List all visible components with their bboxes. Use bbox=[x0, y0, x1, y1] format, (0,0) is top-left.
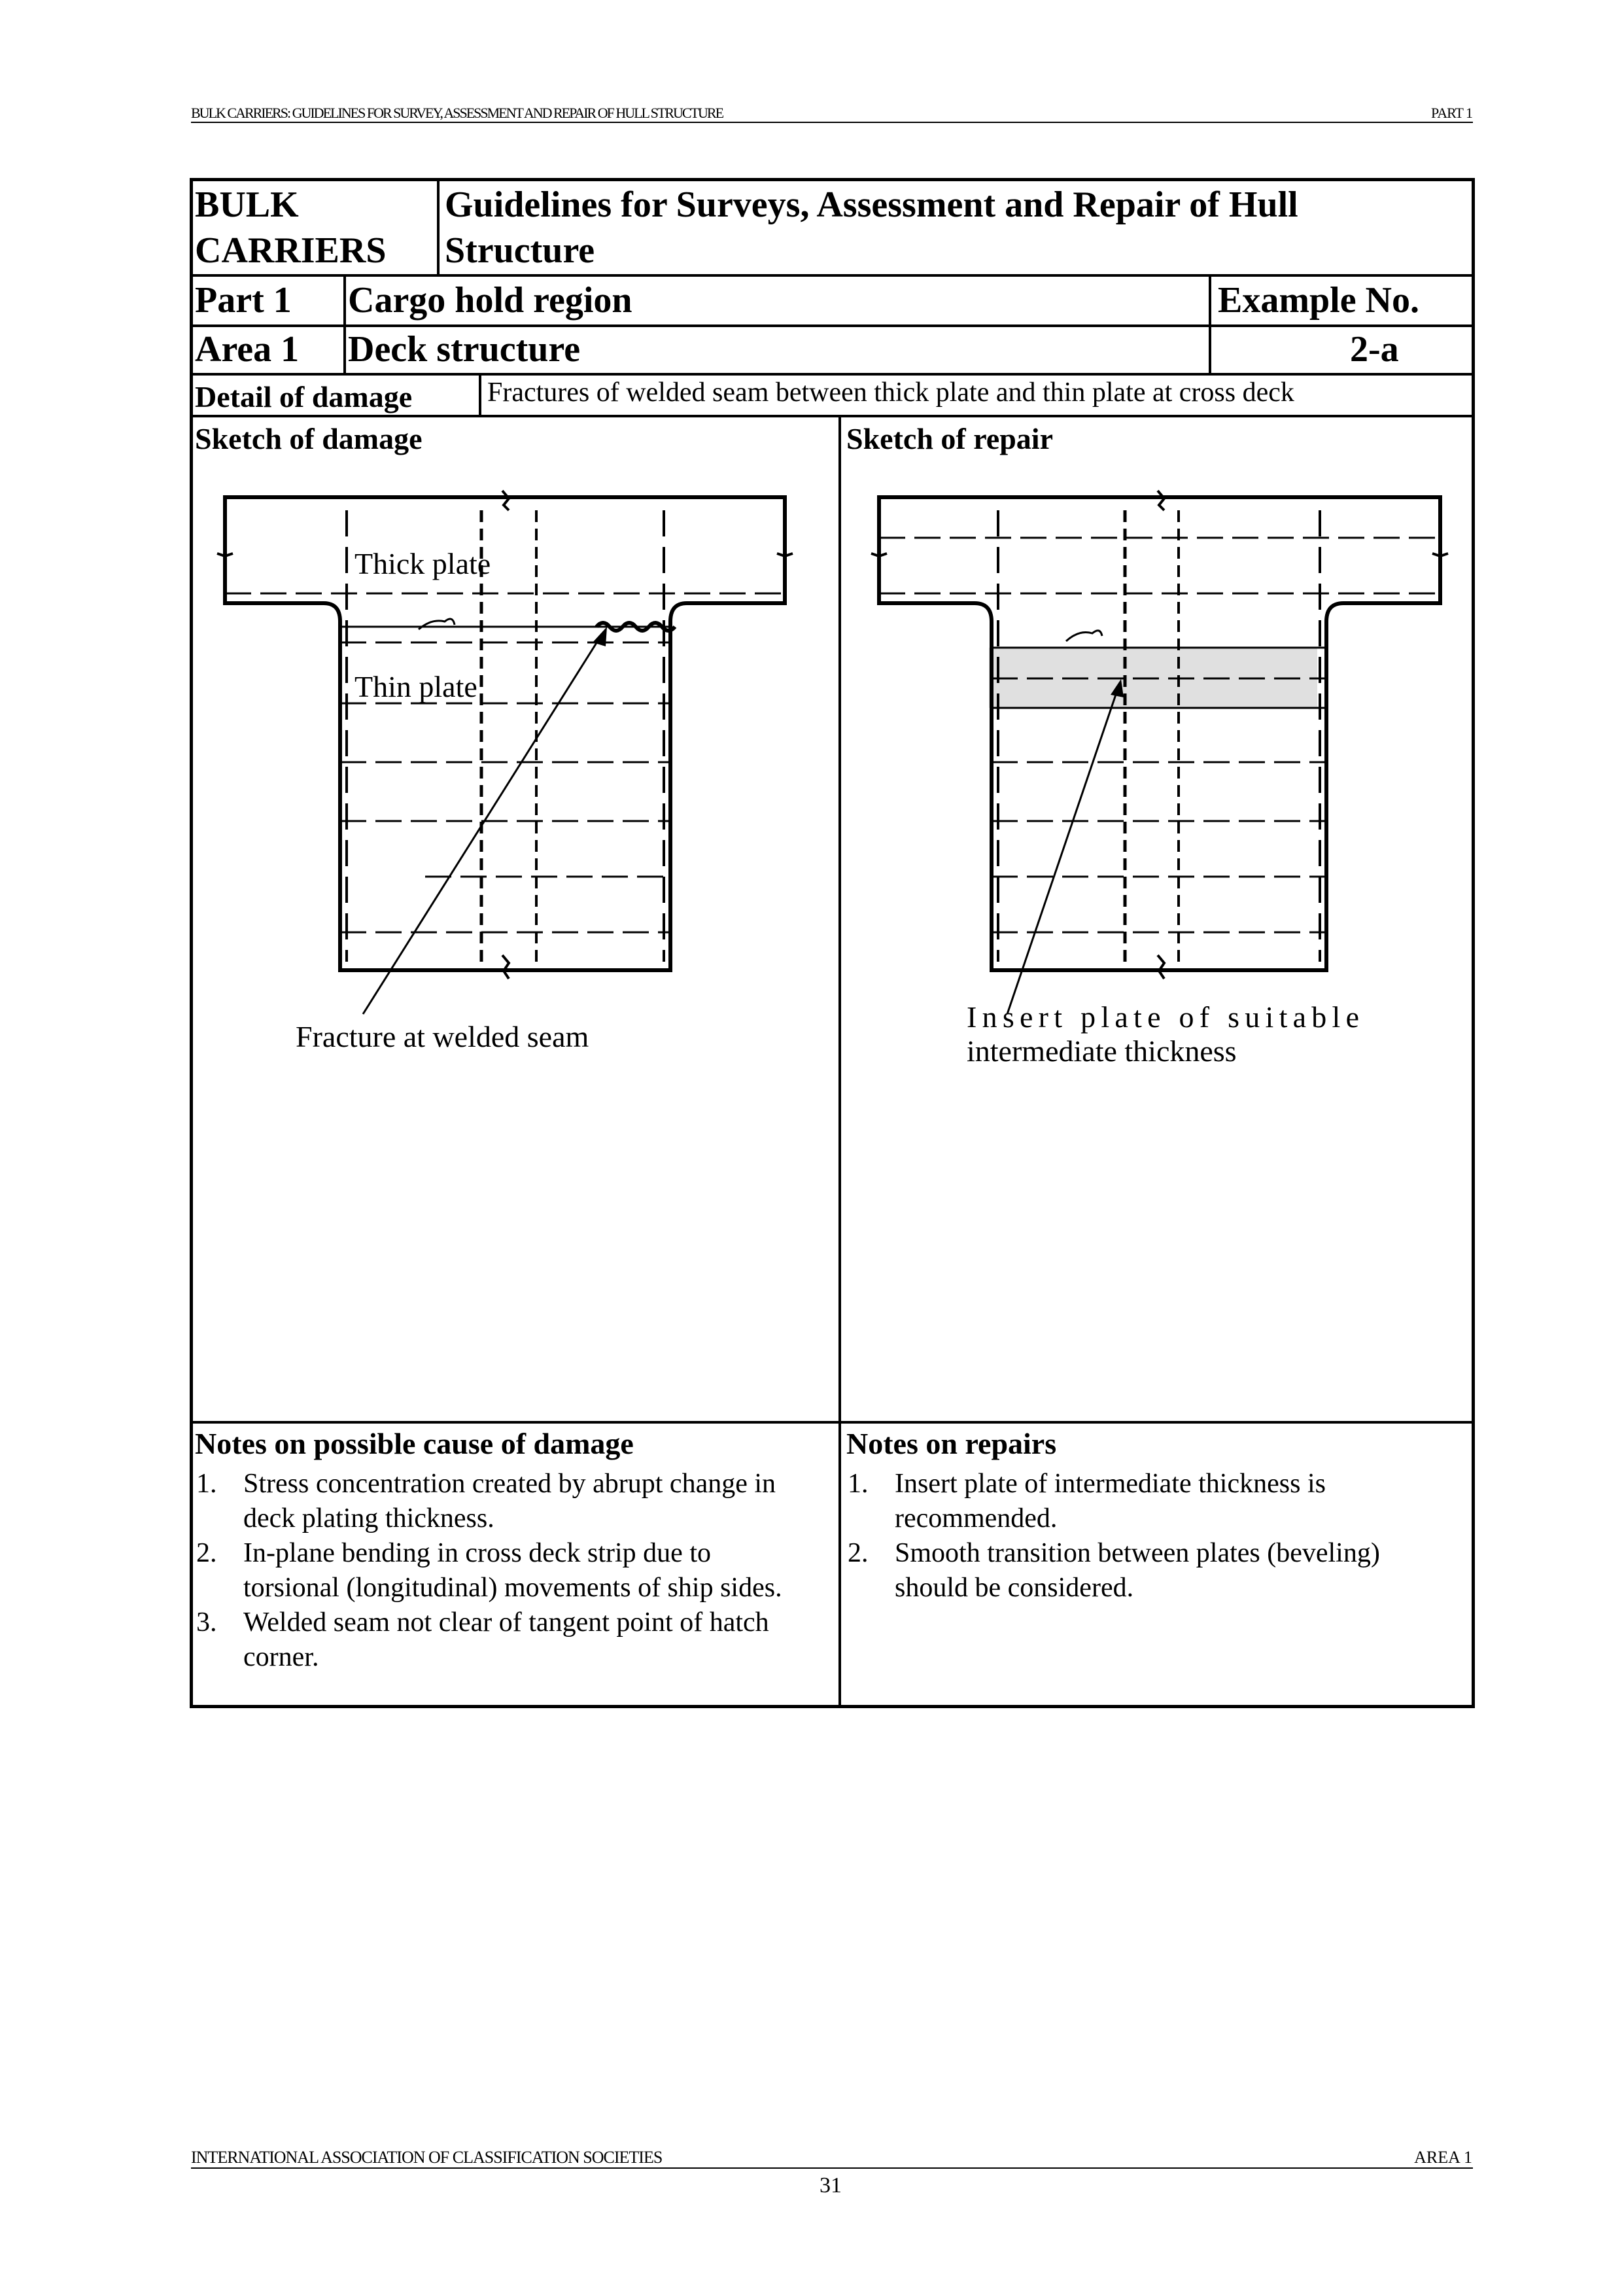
form-border-bottom bbox=[190, 1705, 1475, 1708]
notes-damage-heading: Notes on possible cause of damage bbox=[195, 1427, 634, 1460]
item-text: deck plating thickness. bbox=[243, 1503, 494, 1533]
running-header-left: BULK CARRIERS: GUIDELINES FOR SURVEY, ASSESSMENT AND REPAIR OF HULL STRUCTURE bbox=[191, 105, 723, 121]
detail-label: Detail of damage bbox=[195, 380, 413, 413]
footer-right: AREA 1 bbox=[1414, 2148, 1472, 2167]
item-number: 2. bbox=[196, 1538, 217, 1568]
thin-plate-label: Thin plate bbox=[354, 670, 477, 703]
fracture-label: Fracture at welded seam bbox=[296, 1020, 589, 1053]
notes-damage-list bbox=[196, 1467, 831, 1675]
footer-left: INTERNATIONAL ASSOCIATION OF CLASSIFICATION SOCIETIES bbox=[191, 2148, 663, 2167]
repair-break-right bbox=[1432, 550, 1448, 563]
notes-repair-item bbox=[848, 1467, 1469, 1536]
col-divider-detail bbox=[479, 373, 481, 416]
repair-plate-outline bbox=[879, 497, 1440, 970]
damage-sketch bbox=[196, 458, 824, 1086]
damage-break-left bbox=[217, 550, 233, 563]
region-name: Cargo hold region bbox=[348, 280, 632, 321]
example-label: Example No. bbox=[1218, 280, 1419, 321]
title-line2: Structure bbox=[445, 230, 595, 271]
item-text: torsional (longitudinal) movements of ship sides. bbox=[243, 1573, 782, 1603]
page-number: 31 bbox=[820, 2173, 842, 2198]
damage-curl bbox=[419, 619, 455, 629]
form-border-top bbox=[190, 178, 1475, 181]
insert-label-line2: intermediate thickness bbox=[967, 1034, 1237, 1068]
item-text: Insert plate of intermediate thickness is bbox=[895, 1469, 1326, 1499]
header-rule bbox=[191, 122, 1473, 123]
col-divider-title bbox=[437, 178, 440, 276]
damage-plate-outline bbox=[225, 497, 785, 970]
item-text: Welded seam not clear of tangent point of hatch bbox=[243, 1607, 769, 1638]
sketch-repair-label: Sketch of repair bbox=[846, 422, 1054, 455]
area-name: Deck structure bbox=[348, 329, 581, 370]
form-border-left bbox=[190, 178, 193, 1708]
notes-repair-list bbox=[848, 1467, 1469, 1605]
row-divider-1 bbox=[190, 274, 1475, 277]
col-divider-part bbox=[343, 274, 346, 374]
item-text: recommended. bbox=[895, 1503, 1058, 1533]
footer-rule bbox=[191, 2167, 1473, 2169]
item-text: In-plane bending in cross deck strip due to bbox=[243, 1538, 711, 1568]
item-number: 1. bbox=[848, 1469, 869, 1499]
item-text: Stress concentration created by abrupt change in bbox=[243, 1469, 776, 1499]
ship-type-line1: BULK bbox=[195, 184, 299, 225]
item-number: 2. bbox=[848, 1538, 869, 1568]
notes-damage-item bbox=[196, 1467, 831, 1536]
form-border-right bbox=[1472, 178, 1475, 1708]
col-divider-example bbox=[1209, 274, 1211, 374]
row-divider-4 bbox=[190, 415, 1475, 417]
running-header-right: PART 1 bbox=[1431, 105, 1472, 121]
notes-damage-item bbox=[196, 1605, 831, 1675]
damage-break-bottom bbox=[502, 955, 509, 979]
row-divider-3 bbox=[190, 373, 1475, 376]
repair-break-left bbox=[871, 550, 887, 563]
example-number: 2-a bbox=[1350, 329, 1399, 370]
item-text: corner. bbox=[243, 1642, 319, 1672]
repair-curl bbox=[1066, 631, 1102, 641]
notes-repair-heading: Notes on repairs bbox=[846, 1427, 1057, 1460]
damage-break-top bbox=[502, 491, 509, 510]
notes-repair-item bbox=[848, 1536, 1469, 1605]
title-line1: Guidelines for Surveys, Assessment and Repair of Hull bbox=[445, 184, 1298, 225]
part-label: Part 1 bbox=[195, 280, 292, 321]
repair-break-top bbox=[1158, 491, 1164, 510]
row-divider-5 bbox=[190, 1421, 1475, 1424]
damage-break-right bbox=[777, 550, 793, 563]
item-number: 1. bbox=[196, 1469, 217, 1499]
item-text: Smooth transition between plates (beveling) bbox=[895, 1538, 1380, 1568]
insert-leader bbox=[1007, 687, 1118, 1014]
repair-break-bottom bbox=[1158, 955, 1164, 979]
insert-label-line1: Insert plate of suitable bbox=[967, 1000, 1359, 1034]
col-divider-sketch bbox=[838, 415, 841, 1707]
repair-sketch bbox=[844, 458, 1472, 1086]
area-label: Area 1 bbox=[195, 329, 300, 370]
ship-type-line2: CARRIERS bbox=[195, 230, 387, 271]
detail-text: Fractures of welded seam between thick plate and thin plate at cross deck bbox=[487, 377, 1294, 408]
item-text: should be considered. bbox=[895, 1573, 1134, 1603]
sketch-damage-label: Sketch of damage bbox=[195, 422, 423, 455]
notes-damage-item bbox=[196, 1536, 831, 1605]
thick-plate-label: Thick plate bbox=[354, 547, 491, 580]
item-number: 3. bbox=[196, 1607, 217, 1638]
